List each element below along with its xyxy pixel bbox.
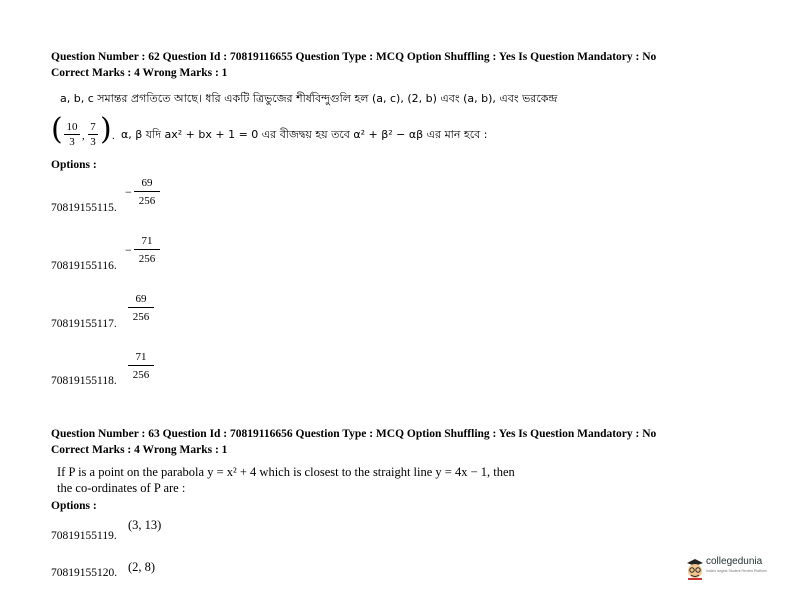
q62-centroid-comma: ,	[82, 130, 85, 142]
q62-opt1-den: 256	[138, 195, 156, 207]
q62-centroid-y-den: 3	[90, 136, 96, 148]
logo-tagline: India's largest Student Review Platform	[706, 569, 767, 573]
mascot-icon	[684, 556, 706, 580]
q62-opt1-value	[134, 177, 160, 207]
q62-centroid-x-den: 3	[69, 136, 75, 148]
q62-opt2-value	[134, 235, 160, 265]
q62-opt1-num: 69	[134, 177, 160, 192]
q62-centroid-right-paren: )	[100, 112, 112, 147]
q62-opt2-sign: −	[125, 243, 132, 257]
q62-opt4-num: 71	[128, 351, 154, 366]
collegedunia-logo	[684, 554, 770, 582]
q63-opt2-value: (2, 8)	[128, 560, 156, 574]
q62-opt1-sign: −	[125, 185, 132, 199]
q62-text-line1: a, b, c সমান্তর প্রগতিতে আছে। ধরি একটি ত্রিভুজের শীর্ষবিন্দুগুলি হল (a, c), (2, b) এবং (a, b), এবং ভরকেন্দ্র	[60, 92, 558, 105]
q62-opt3-den: 256	[132, 311, 150, 323]
q62-header-line2: Correct Marks : 4 Wrong Marks : 1	[51, 67, 228, 79]
q62-opt2-den: 256	[138, 253, 156, 265]
q63-opt2-id: 70819155120.	[51, 567, 118, 579]
q62-opt2-num: 71	[134, 235, 160, 250]
q62-centroid-x	[64, 121, 80, 148]
q63-text-line2: the co-ordinates of P are :	[57, 481, 186, 495]
q62-header-line1: Question Number : 62 Question Id : 70819116655 Question Type : MCQ Option Shuffling : Yes Is Question Mandatory : No	[51, 51, 657, 63]
q62-opt3-value	[128, 293, 154, 323]
q62-opt2-id: 70819155116.	[51, 260, 117, 272]
q62-options-label: Options :	[51, 159, 97, 171]
q62-text-line2: α, β যদি ax² + bx + 1 = 0 এর বীজদ্বয় হয় তবে α² + β² − αβ এর মান হবে :	[121, 128, 488, 141]
q62-centroid-left-paren: (	[51, 112, 63, 147]
q62-opt3-id: 70819155117.	[51, 318, 117, 330]
q62-opt1-id: 70819155115.	[51, 202, 117, 214]
q63-header-line1: Question Number : 63 Question Id : 70819116656 Question Type : MCQ Option Shuffling : Yes Is Question Mandatory : No	[51, 428, 657, 440]
q63-opt1-id: 70819155119.	[51, 530, 117, 542]
q62-opt4-id: 70819155118.	[51, 375, 117, 387]
logo-brand-text: collegedunia	[706, 556, 763, 567]
q62-centroid-x-num: 10	[64, 121, 80, 135]
q63-text-line1: If P is a point on the parabola y = x² + 4 which is closest to the straight line y = 4x − 1, then	[57, 465, 515, 479]
q63-options-label: Options :	[51, 500, 97, 512]
q62-opt3-num: 69	[128, 293, 154, 308]
q62-centroid-y	[88, 121, 98, 148]
q62-centroid-dot: .	[112, 130, 115, 142]
q62-opt4-value	[128, 351, 154, 381]
q63-header-line2: Correct Marks : 4 Wrong Marks : 1	[51, 444, 228, 456]
q62-opt4-den: 256	[132, 369, 150, 381]
q62-centroid-y-num: 7	[88, 121, 98, 135]
q63-opt1-value: (3, 13)	[128, 518, 162, 532]
